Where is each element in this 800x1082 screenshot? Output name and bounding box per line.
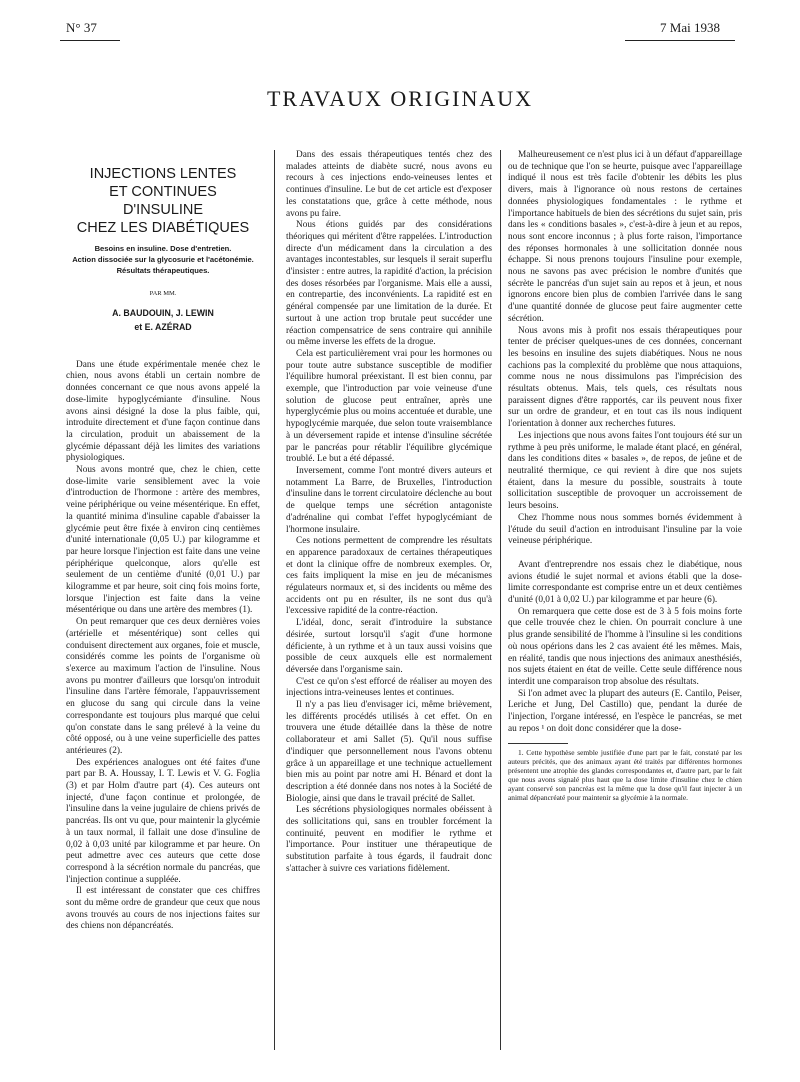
authors-line: A. BAUDOUIN, J. LEWIN [112,307,214,318]
subtitle-line: Action dissociée sur la glycosurie et l'acétonémie. [72,255,254,264]
paragraph: Inversement, comme l'ont montré divers auteurs et notamment La Barre, de Bruxelles, l'introduction d'insuline dans le torrent circulatoire déclenche au bout de quelque temps une sécrétion antagoniste d'adrénaline qui combat l'effet hypoglycémiant de l'hormone insulaire. [286,465,492,535]
footnote-separator [508,743,568,744]
subtitle-line: Besoins en insuline. Dose d'entretien. [94,244,232,253]
title-line: ET CONTINUES [109,184,217,200]
paragraph: L'idéal, donc, serait d'introduire la substance désirée, surtout lorsqu'il s'agit d'une hormone déficiente, à un rythme et à un taux aussi voisins que possible de ceux auxquels elle est normalement déversée dans l'organisme sain. [286,618,492,675]
article-title [66,165,260,237]
title-line: INJECTIONS LENTES [89,166,237,182]
paragraph: Il n'y a pas lieu d'envisager ici, même brièvement, les différents procédés utilisés à cet effet. On en trouvera une étude détaillée dans la thèse de notre collaborateur et ami Sallet (5). Qu'il nous suffise d'indiquer que personnellement nous l'avons obtenu grâce à un appareillage et une technique actuellement bien mis au point par notre ami H. Bénard et dont la description a été donnée dans nos notes à la Société de Biologie, ainsi que dans le travail précité de Sallet. [286,700,492,804]
header-rule-left [60,40,120,41]
title-line: CHEZ LES DIABÉTIQUES [76,220,250,236]
footnote: 1. Cette hypothèse semble justifiée d'une part par le fait, constaté par les auteurs précités, que des animaux ayant été traités par différentes hormones présentent une atrophie des glandes correspondantes et, d'autre part, par le fait que nous avons signalé plus haut que la dose limite d'insuline chez le chien ayant conservé son pancréas est la même que la dose qu'il faut injecter à un animal dépancréaté pour maintenir sa glycémie à la normale. [508,748,742,803]
paragraph: On remarquera que cette dose est de 3 à 5 fois moins forte que celle trouvée chez le chien. On pourrait conclure à une plus grande sensibilité de l'homme à l'insuline si les conditions où nous opérions dans les 2 cas avaient été les mêmes. Mais, en réalité, tandis que nous injections des animaux anesthésiés, nos sujets étaient en état de veille. Cette seule différence nous interdit une comparaison trop absolue des résultats. [508,606,742,687]
paragraph: Avant d'entreprendre nos essais chez le diabétique, nous avions étudié le sujet normal et avions établi que la dose-limite correspondante est comprise entre un et deux centièmes d'unité (0,01 à 0,02 U.) par kilogramme et par heure (6). [508,559,742,606]
paragraph: Les injections que nous avons faites l'ont toujours été sur un rythme à peu près uniforme, le malade étant placé, en général, dans les conditions dites « basales », de repos, de jeûne et de neutralité thermique, ce qui revient à dire que nos sujets étaient, dans la mesure du possible, soustraits à toute sollicitation susceptible de provoquer un accroissement de leurs besoins. [508,430,742,512]
authors-line: et E. AZÉRAD [134,321,192,332]
header-rule-right [625,40,735,41]
byline-par: PAR MM. [149,290,177,297]
column-1 [66,150,260,1050]
article-subtitle [66,243,260,276]
paragraph: Si l'on admet avec la plupart des auteurs (E. Cantilo, Peiser, Leriche et Jung, Del Castillo) que, pendant la durée de l'injection, l'organe intéressé, en l'espèce le pancréas, se met au repos ¹ on doit donc considérer que la dose- [508,688,742,734]
paragraph: Les sécrétions physiologiques normales obéissent à des sollicitations qui, sans en troubler forcément la continuité, peuvent en modifier le rythme et l'importance. Pour instituer une thérapeutique de substitution parfaite à tous égards, il faudrait donc s'attacher à suivre ces variations fidèlement. [286,805,492,874]
subtitle-line: Résultats thérapeutiques. [116,266,210,275]
issue-number: N° 37 [66,20,97,35]
paragraph: Des expériences analogues ont été faites d'une part par B. A. Houssay, I. T. Lewis et V. G. Foglia (3) et par Holm d'autre part (4). Ces auteurs ont injecté, d'une façon continue et prolongée, de l'insuline dans la veine jugulaire de chiens privés de pancréas. Ils ont vu que, pour maintenir la glycémie à un taux normal, il fallait une dose d'insuline de 0,02 à 0,03 unité par kilogramme et par heure. On peut admettre avec ces auteurs que cette dose correspond à la sécrétion normale du pancréas, que l'injection continue a suppléée. [66,757,260,885]
paragraph: Chez l'homme nous nous sommes bornés évidemment à l'étude du seuil d'action en introduisant l'insuline par la voie veineuse périphérique. [508,512,742,547]
column-2 [286,150,492,1050]
column-3 [508,150,742,1050]
paragraph: Il est intéressant de constater que ces chiffres sont du même ordre de grandeur que ceux que nous avons trouvés au cours de nos injections faites sur des chiens non dépancréatés. [66,886,260,932]
paragraph: Dans des essais thérapeutiques tentés chez des malades atteints de diabète sucré, nous avons eu recours à ces injections endo-veineuses lentes et continues d'insuline. Le but de cet article est d'exposer les constatations que, grâce à cette méthode, nous avons pu faire. [286,150,492,219]
paragraph: Cela est particulièrement vrai pour les hormones ou pour toute autre substance susceptible de modifier l'équilibre humoral préexistant. Il est bien connu, par exemple, que l'introduction par voie veineuse d'une solution de glucose peut entraîner, après une hyperglycémie plus ou moins accentuée et durable, une hypoglycémie marquée, due selon toute vraisemblance à un déversement rapide et intense d'insuline sécrétée par le pancréas pour rétablir l'équilibre glycémique troublé. Le but a été dépassé. [286,348,492,465]
paragraph: C'est ce qu'on s'est efforcé de réaliser au moyen des injections intra-veineuses lentes et continues. [286,676,492,699]
title-line: D'INSULINE [122,202,204,218]
spacer [508,548,742,560]
paragraph: Ces notions permettent de comprendre les résultats en apparence paradoxaux de certaines thérapeutiques et dont la clinique offre de nombreux exemples. Or, ces faits impliquent la mise en jeu de mécanismes régulateurs normaux et, si des incidents ou même des accidents ont pu en résulter, ils ne sont dus qu'à l'excessive rapidité de la contre-réaction. [286,536,492,617]
paragraph: Nous avons montré que, chez le chien, cette dose-limite varie sensiblement avec la voie d'introduction de l'hormone : artère des membres, veine périphérique ou veine mésentérique. En effet, la quantité minima d'insuline capable d'abaisser la glycémie peut être fixée à environ cinq centièmes d'unité internationale (0,05 U.) par kilogramme et par heure lorsque l'injection est faite dans une veine périphérique quelconque, alors qu'elle est seulement de un centième d'unité (0,01 U.) par kilogramme et par heure, soit cinq fois moins forte, lorsque l'injection est faite dans la veine mésentérique ou dans une artère des membres (1). [66,465,260,616]
paragraph: Malheureusement ce n'est plus ici à un défaut d'appareillage ou de technique que l'on se heurte, puisque avec l'appareillage indiqué il nous est très facile d'obtenir les débits les plus divers, mais à l'ignorance où nous restons de certaines données physiologiques fondamentales : le rythme et l'importance habituels de bien des sécrétions du sujet sain, pris dans les « conditions basales », c'est-à-dire à jeun et au repos, nous sont encore inconnus ; à plus forte raison, l'importance des réponses hormonales à une sollicitation donnée nous échappe. Si nous prenons toujours l'insuline pour exemple, nous ne savons pas avec précision le nombre d'unités que sécrète le pancréas d'un sujet sain au repos et à jeun, et nous ignorons encore bien plus de combien l'arrivée dans le sang d'une quantité donnée de glucose peut faire augmenter cette sécrétion. [508,150,742,324]
paragraph: Nous avons mis à profit nos essais thérapeutiques pour tenter de préciser quelques-unes de ces données, concernant les besoins en insuline des sujets diabétiques. Nous ne nous cachions pas la complexité du problème que nous attaquions, comme nous ne nous dissimulons pas l'imprécision des résultats obtenus. Mais, tels quels, ces résultats nous paraissent dignes d'être rapportés, car ils peuvent nous fixer sur un ordre de grandeur, et en tout cas ils nous indiquent l'orientation à donner aux recherches futures. [508,325,742,430]
column-divider [274,150,275,1050]
column-divider [500,150,501,1050]
section-title: TRAVAUX ORIGINAUX [266,86,534,111]
paragraph: Dans une étude expérimentale menée chez le chien, nous avons établi un certain nombre de données concernant ce que nous avons appelé la dose-limite hypoglycémiante d'insuline. Nous avons ainsi désigné la dose la plus faible, qui, introduite directement et d'une façon continue dans la circulation, produit un abaissement de la glycémie dépassant déjà les limites des variations physiologiques. [66,359,260,464]
paragraph: Nous étions guidés par des considérations théoriques qui méritent d'être rappelées. L'introduction directe d'un médicament dans la circulation a des avantages incontestables, sur lesquels il serait superflu d'insister : entre autres, la rapidité d'action, la précision des doses résorbées par l'organisme. Mais elle a aussi, en contrepartie, des inconvénients. La rapidité est en général compensée par une limitation de la durée. Et surtout à une action trop brutale peut succéder une réaction compensatrice de sens contraire qui annihile ou même inverse les effets de la drogue. [286,220,492,348]
issue-date: 7 Mai 1938 [660,20,720,35]
authors [66,306,260,334]
paragraph: On peut remarquer que ces deux dernières voies (artérielle et mésentérique) sont celles qui conduisent directement aux organes, foie et muscle, considérés comme les points de l'organisme où s'exerce au maximum l'action de l'insuline. Nous avons pu montrer d'ailleurs que lorsqu'on introduit l'insuline dans l'artère fémorale, l'appauvrissement en glucose du sang qui circule dans la veine correspondante est toujours plus marqué que celui qu'on constate dans le sang prélevé à la veine du côté opposé, ou à une veine superficielle des pattes antérieures (2). [66,617,260,756]
